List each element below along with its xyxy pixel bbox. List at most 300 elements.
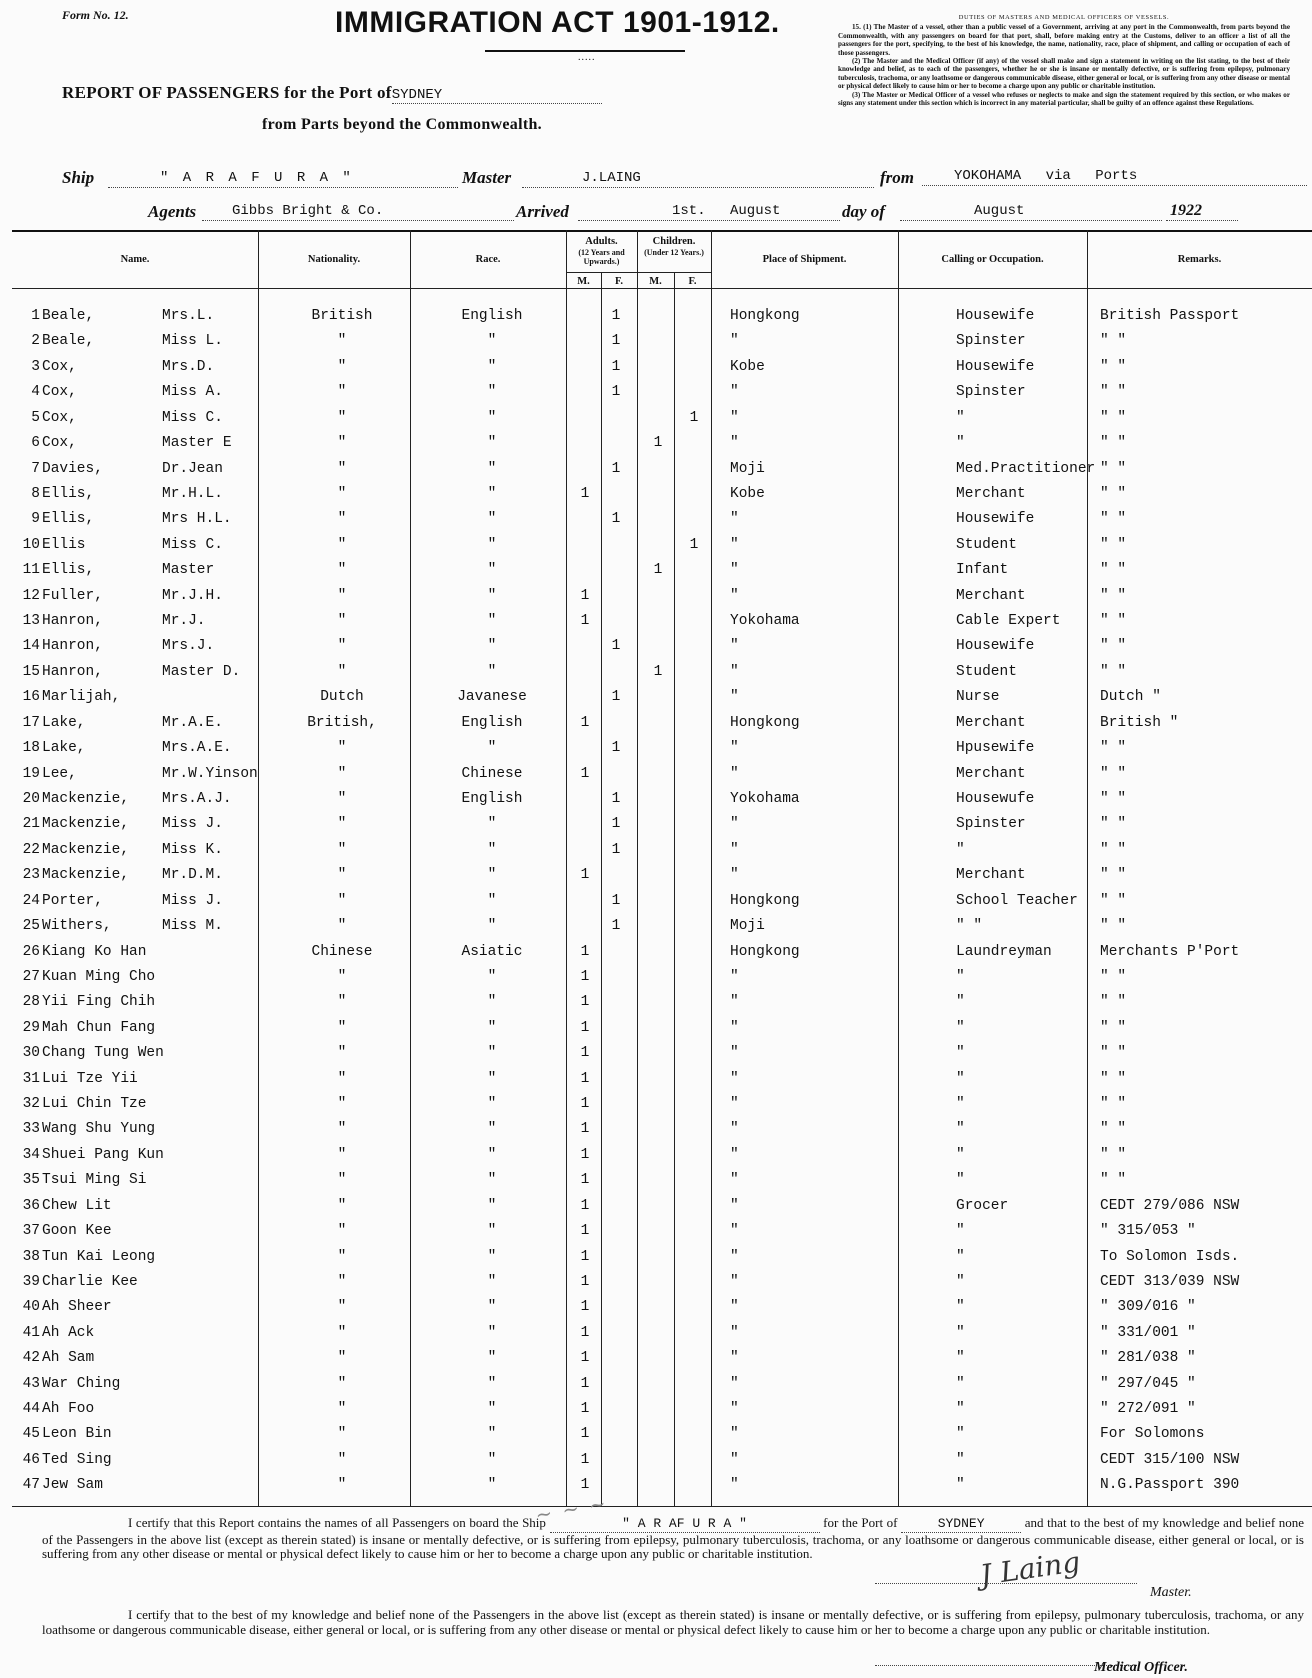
passenger-occupation: Housewife bbox=[956, 638, 1035, 655]
passenger-race: " bbox=[487, 638, 497, 655]
master-label: Master bbox=[462, 168, 512, 187]
place-of-shipment: " bbox=[730, 562, 739, 579]
passenger-occupation: Hpusewife bbox=[956, 740, 1035, 757]
passenger-nationality: " bbox=[337, 435, 347, 452]
passenger-nationality: Chinese bbox=[311, 943, 373, 960]
master-cert-port: SYDNEY bbox=[901, 1517, 1021, 1533]
passenger-given-name: Miss K. bbox=[162, 841, 223, 858]
master-cert-text-a: I certify that this Report contains the names of all Passengers on board the Ship bbox=[128, 1515, 546, 1530]
passenger-remarks: " 281/038 " bbox=[1100, 1350, 1196, 1367]
table-row bbox=[0, 1348, 1312, 1373]
passenger-occupation: Spinster bbox=[956, 816, 1026, 833]
passenger-surname: Hanron, bbox=[42, 663, 103, 680]
place-of-shipment: " bbox=[730, 841, 739, 858]
master-certificate bbox=[42, 1516, 1304, 1562]
passenger-occupation: " bbox=[956, 1426, 965, 1443]
place-of-shipment: " bbox=[730, 1273, 739, 1290]
passenger-occupation: " bbox=[956, 1045, 965, 1062]
passenger-race: " bbox=[487, 1477, 497, 1494]
passenger-occupation: " bbox=[956, 1070, 965, 1087]
passenger-remarks: " " bbox=[1100, 384, 1127, 401]
duties-heading: DUTIES OF MASTERS AND MEDICAL OFFICERS OF VESSELS. bbox=[958, 14, 1170, 21]
table-row bbox=[0, 509, 1312, 534]
table-row bbox=[0, 331, 1312, 356]
adult-male-count: 1 bbox=[580, 867, 590, 884]
passenger-remarks: " " bbox=[1100, 536, 1127, 553]
adult-male-count: 1 bbox=[580, 1324, 590, 1341]
passenger-race: " bbox=[487, 587, 497, 604]
table-row bbox=[0, 1399, 1312, 1424]
passenger-surname: War Ching bbox=[42, 1375, 121, 1392]
passenger-remarks: British " bbox=[1100, 714, 1179, 731]
row-number: 1 bbox=[31, 308, 40, 324]
place-of-shipment: " bbox=[730, 1019, 739, 1036]
passenger-surname: Mackenzie, bbox=[42, 841, 130, 858]
passenger-given-name: Mr.J.H. bbox=[162, 587, 223, 604]
agents-value: Gibbs Bright & Co. bbox=[202, 203, 514, 221]
passenger-surname: Jew Sam bbox=[42, 1477, 103, 1494]
adult-male-count: 1 bbox=[580, 587, 590, 604]
adult-male-count: 1 bbox=[580, 1426, 590, 1443]
passenger-given-name: Mrs.A.J. bbox=[162, 790, 232, 807]
passenger-race: " bbox=[487, 333, 497, 350]
passenger-race: " bbox=[487, 1273, 497, 1290]
passenger-occupation: Nurse bbox=[956, 689, 1000, 706]
passenger-surname: Ah Sam bbox=[42, 1350, 95, 1367]
table-row bbox=[0, 636, 1312, 661]
place-of-shipment: " bbox=[730, 994, 739, 1011]
passenger-surname: Kiang Ko Han bbox=[42, 943, 147, 960]
passenger-surname: Shuei Pang Kun bbox=[42, 1146, 164, 1163]
passenger-given-name: Mr.A.E. bbox=[162, 714, 223, 731]
row-number: 7 bbox=[31, 460, 40, 477]
passenger-surname: Withers, bbox=[42, 918, 112, 935]
adult-male-count: 1 bbox=[580, 1350, 590, 1367]
column-name: Name. bbox=[120, 254, 150, 265]
medical-officer-label: Medical Officer. bbox=[1094, 1660, 1188, 1675]
passenger-race: " bbox=[487, 867, 497, 884]
place-of-shipment: " bbox=[730, 435, 739, 452]
passenger-given-name: Mrs.A.E. bbox=[162, 740, 232, 757]
table-row bbox=[0, 840, 1312, 865]
report-title bbox=[62, 83, 602, 104]
passenger-race: " bbox=[487, 740, 497, 757]
passenger-remarks: " " bbox=[1100, 816, 1127, 833]
adult-female-count: 1 bbox=[611, 358, 621, 375]
passenger-race: " bbox=[487, 1223, 497, 1240]
place-of-shipment: " bbox=[730, 816, 739, 833]
place-of-shipment: " bbox=[730, 587, 739, 604]
passenger-occupation: " bbox=[956, 1146, 965, 1163]
passenger-nationality: British, bbox=[307, 714, 377, 731]
place-of-shipment: " bbox=[730, 638, 739, 655]
place-of-shipment: " bbox=[730, 1401, 739, 1418]
row-number: 27 bbox=[22, 968, 40, 985]
passenger-given-name: Master D. bbox=[162, 663, 241, 680]
passenger-remarks: " " bbox=[1100, 1146, 1127, 1163]
passenger-occupation: Housewife bbox=[956, 358, 1035, 375]
place-of-shipment: " bbox=[730, 536, 739, 553]
passenger-nationality: " bbox=[337, 511, 347, 528]
place-of-shipment: Kobe bbox=[730, 358, 765, 375]
passenger-remarks: " " bbox=[1100, 511, 1127, 528]
passenger-occupation: " bbox=[956, 1451, 965, 1468]
passenger-nationality: " bbox=[337, 765, 347, 782]
passenger-given-name: Miss C. bbox=[162, 536, 223, 553]
form-number: Form No. 12. bbox=[62, 8, 129, 22]
passenger-surname: Lui Chin Tze bbox=[42, 1096, 147, 1113]
passenger-remarks: " " bbox=[1100, 613, 1127, 630]
place-of-shipment: Hongkong bbox=[730, 892, 800, 909]
row-number: 42 bbox=[22, 1350, 40, 1367]
passenger-nationality: " bbox=[337, 1172, 347, 1189]
table-row bbox=[0, 611, 1312, 636]
passenger-remarks: " " bbox=[1100, 740, 1127, 757]
from-label: from bbox=[880, 168, 914, 187]
place-of-shipment: " bbox=[730, 1324, 739, 1341]
passenger-nationality: " bbox=[337, 790, 347, 807]
passenger-occupation: " bbox=[956, 435, 965, 452]
passenger-nationality: " bbox=[337, 460, 347, 477]
passenger-occupation: " bbox=[956, 1121, 965, 1138]
place-of-shipment: " bbox=[730, 1299, 739, 1316]
passenger-remarks: " " bbox=[1100, 409, 1127, 426]
row-number: 13 bbox=[22, 613, 40, 630]
adult-male-count: 1 bbox=[580, 1121, 590, 1138]
passenger-occupation: Merchant bbox=[956, 587, 1026, 604]
passenger-race: English bbox=[461, 790, 523, 807]
passenger-nationality: British bbox=[311, 308, 373, 324]
place-of-shipment: Kobe bbox=[730, 485, 765, 502]
table-row bbox=[0, 484, 1312, 509]
passenger-surname: Tun Kai Leong bbox=[42, 1248, 156, 1265]
column-nationality: Nationality. bbox=[307, 254, 361, 265]
passenger-surname: Lui Tze Yii bbox=[42, 1070, 138, 1087]
passenger-occupation: " bbox=[956, 1350, 965, 1367]
passenger-nationality: " bbox=[337, 1223, 347, 1240]
row-number: 14 bbox=[22, 638, 40, 655]
passenger-remarks: CEDT 315/100 NSW bbox=[1100, 1451, 1240, 1468]
row-number: 46 bbox=[22, 1451, 40, 1468]
passenger-nationality: " bbox=[337, 333, 347, 350]
passenger-surname: Wang Shu Yung bbox=[42, 1121, 156, 1138]
place-of-shipment: " bbox=[730, 384, 739, 401]
adult-male-count: 1 bbox=[580, 1273, 590, 1290]
adult-male-count: 1 bbox=[580, 1451, 590, 1468]
adult-male-count: 1 bbox=[580, 613, 590, 630]
passenger-nationality: " bbox=[337, 638, 347, 655]
master-signature-line bbox=[875, 1583, 1137, 1584]
row-number: 10 bbox=[22, 536, 40, 553]
place-of-shipment: " bbox=[730, 689, 739, 706]
passenger-remarks: " " bbox=[1100, 587, 1127, 604]
row-number: 6 bbox=[31, 435, 40, 452]
row-number: 38 bbox=[22, 1248, 40, 1265]
row-number: 36 bbox=[22, 1197, 40, 1214]
table-row bbox=[0, 713, 1312, 738]
row-number: 16 bbox=[22, 689, 40, 706]
column-adults: Adults. bbox=[585, 236, 618, 247]
passenger-surname: Lee, bbox=[42, 765, 77, 782]
table-bottom-rule bbox=[12, 1506, 1312, 1507]
adult-female-count: 1 bbox=[611, 892, 621, 909]
passenger-given-name: Miss J. bbox=[162, 816, 223, 833]
passenger-remarks: " " bbox=[1100, 485, 1127, 502]
table-row bbox=[0, 1043, 1312, 1068]
passenger-surname: Chang Tung Wen bbox=[42, 1045, 164, 1062]
passenger-nationality: " bbox=[337, 1273, 347, 1290]
medical-certificate bbox=[42, 1608, 1304, 1637]
passenger-occupation: " bbox=[956, 1273, 965, 1290]
passenger-occupation: " bbox=[956, 1248, 965, 1265]
table-row bbox=[0, 662, 1312, 687]
row-number: 17 bbox=[22, 714, 40, 731]
passenger-remarks: " 297/045 " bbox=[1100, 1375, 1196, 1392]
passenger-remarks: " " bbox=[1100, 765, 1127, 782]
table-row bbox=[0, 1196, 1312, 1221]
place-of-shipment: Moji bbox=[730, 918, 765, 935]
table-row bbox=[0, 1069, 1312, 1094]
passenger-race: " bbox=[487, 1045, 497, 1062]
passenger-race: " bbox=[487, 1299, 497, 1316]
header-bottom-rule bbox=[12, 288, 1312, 289]
master-value: J.LAING bbox=[522, 170, 874, 188]
column-remarks: Remarks. bbox=[1177, 254, 1222, 265]
passenger-given-name: Master bbox=[162, 562, 215, 579]
passenger-occupation: " bbox=[956, 968, 965, 985]
passenger-race: " bbox=[487, 968, 497, 985]
passenger-surname: Lake, bbox=[42, 740, 86, 757]
passenger-race: " bbox=[487, 409, 497, 426]
passenger-remarks: " " bbox=[1100, 562, 1127, 579]
passenger-nationality: " bbox=[337, 1451, 347, 1468]
passenger-surname: Yii Fing Chih bbox=[42, 994, 156, 1011]
act-title: IMMIGRATION ACT 1901-1912. bbox=[335, 6, 780, 39]
adult-male-count: 1 bbox=[580, 1223, 590, 1240]
row-number: 29 bbox=[22, 1019, 40, 1036]
table-row bbox=[0, 382, 1312, 407]
passenger-race: " bbox=[487, 358, 497, 375]
passenger-nationality: " bbox=[337, 536, 347, 553]
passenger-race: Asiatic bbox=[461, 943, 523, 960]
year-value: 1922 bbox=[1166, 203, 1238, 221]
place-of-shipment: " bbox=[730, 1121, 739, 1138]
passenger-nationality: " bbox=[337, 892, 347, 909]
column-adults-f: F. bbox=[614, 276, 624, 287]
passenger-race: English bbox=[461, 714, 523, 731]
passenger-surname: Ah Foo bbox=[42, 1401, 95, 1418]
adult-male-count: 1 bbox=[580, 1477, 590, 1494]
passenger-given-name: Miss C. bbox=[162, 409, 223, 426]
passenger-remarks: " " bbox=[1100, 867, 1127, 884]
row-number: 24 bbox=[22, 892, 40, 909]
passenger-surname: Hanron, bbox=[42, 613, 103, 630]
table-row bbox=[0, 687, 1312, 712]
passenger-remarks: " " bbox=[1100, 790, 1127, 807]
adult-male-count: 1 bbox=[580, 1197, 590, 1214]
adult-male-count: 1 bbox=[580, 1146, 590, 1163]
adult-male-count: 1 bbox=[580, 1401, 590, 1418]
place-of-shipment: " bbox=[730, 740, 739, 757]
passenger-race: " bbox=[487, 1451, 497, 1468]
adult-male-count: 1 bbox=[580, 943, 590, 960]
passenger-nationality: " bbox=[337, 562, 347, 579]
passenger-occupation: Housewife bbox=[956, 511, 1035, 528]
passenger-nationality: " bbox=[337, 485, 347, 502]
passenger-nationality: " bbox=[337, 587, 347, 604]
passenger-surname: Lake, bbox=[42, 714, 86, 731]
row-number: 32 bbox=[22, 1096, 40, 1113]
passenger-surname: Ted Sing bbox=[42, 1451, 112, 1468]
passenger-given-name: Mrs.J. bbox=[162, 638, 215, 655]
passenger-nationality: " bbox=[337, 1324, 347, 1341]
place-of-shipment: " bbox=[730, 968, 739, 985]
passenger-occupation: " bbox=[956, 1172, 965, 1189]
passenger-race: " bbox=[487, 1096, 497, 1113]
row-number: 19 bbox=[22, 765, 40, 782]
passenger-race: " bbox=[487, 536, 497, 553]
passenger-occupation: " bbox=[956, 841, 965, 858]
passenger-nationality: " bbox=[337, 841, 347, 858]
table-row bbox=[0, 764, 1312, 789]
passenger-remarks: " " bbox=[1100, 841, 1127, 858]
adult-male-count: 1 bbox=[580, 1248, 590, 1265]
table-row bbox=[0, 459, 1312, 484]
passenger-occupation: Housewufe bbox=[956, 790, 1035, 807]
row-number: 41 bbox=[22, 1324, 40, 1341]
place-of-shipment: Yokohama bbox=[730, 790, 800, 807]
table-row bbox=[0, 1272, 1312, 1297]
passenger-race: Chinese bbox=[461, 765, 523, 782]
arrived-label: Arrived bbox=[516, 202, 569, 221]
passenger-race: " bbox=[487, 613, 497, 630]
place-of-shipment: Hongkong bbox=[730, 308, 800, 324]
child-female-count: 1 bbox=[689, 536, 699, 553]
row-number: 20 bbox=[22, 790, 40, 807]
passenger-remarks: " " bbox=[1100, 435, 1127, 452]
table-row bbox=[0, 916, 1312, 941]
title-dots: ..... bbox=[578, 52, 596, 63]
passenger-surname: Charlie Kee bbox=[42, 1273, 138, 1290]
place-of-shipment: " bbox=[730, 1248, 739, 1265]
passenger-nationality: " bbox=[337, 918, 347, 935]
row-number: 35 bbox=[22, 1172, 40, 1189]
row-number: 45 bbox=[22, 1426, 40, 1443]
ship-value: " A R A F U R A " bbox=[108, 170, 458, 188]
passenger-race: " bbox=[487, 841, 497, 858]
passenger-occupation: " " bbox=[956, 918, 983, 935]
adult-male-count: 1 bbox=[580, 1299, 590, 1316]
place-of-shipment: " bbox=[730, 409, 739, 426]
table-row bbox=[0, 789, 1312, 814]
row-number: 31 bbox=[22, 1070, 40, 1087]
duties-paragraph-3: (3) The Master or Medical Officer of a vessel who refuses or neglects to make and sign the statement required by this section, or who makes or signs any statement under this section which is incorrect in any material particular, shall be guilty of an offence against these Regulations. bbox=[838, 90, 1290, 108]
passenger-occupation: Merchant bbox=[956, 765, 1026, 782]
row-number: 28 bbox=[22, 994, 40, 1011]
passenger-surname: Ellis, bbox=[42, 485, 95, 502]
place-of-shipment: Hongkong bbox=[730, 943, 800, 960]
adult-male-count: 1 bbox=[580, 1019, 590, 1036]
table-row bbox=[0, 1145, 1312, 1170]
row-number: 43 bbox=[22, 1375, 40, 1392]
passenger-nationality: " bbox=[337, 358, 347, 375]
table-row bbox=[0, 967, 1312, 992]
passenger-remarks: " " bbox=[1100, 1121, 1127, 1138]
passenger-remarks: N.G.Passport 390 bbox=[1100, 1477, 1240, 1494]
passenger-remarks: " " bbox=[1100, 333, 1127, 350]
passenger-occupation: Student bbox=[956, 536, 1017, 553]
column-occupation: Calling or Occupation. bbox=[941, 254, 1044, 265]
passenger-surname: Ellis bbox=[42, 536, 86, 553]
place-of-shipment: " bbox=[730, 867, 739, 884]
passenger-surname: Goon Kee bbox=[42, 1223, 112, 1240]
adult-female-count: 1 bbox=[611, 333, 621, 350]
adult-male-count: 1 bbox=[580, 485, 590, 502]
medical-cert-text: I certify that to the best of my knowledge and belief none of the Passengers in the above list (except as therein stated) is insane or mentally defective, or is suffering from epilepsy, pulmonary tuberculosis, trachoma, or any loathsome or dangerous communicable disease, either general or local, or is suffering from any other disease or mental or physical defect likely to cause him or her to become a charge upon any public or charitable institution. bbox=[42, 1607, 1304, 1637]
passenger-given-name: Mrs H.L. bbox=[162, 511, 232, 528]
passenger-race: Javanese bbox=[457, 689, 527, 706]
row-number: 9 bbox=[31, 511, 40, 528]
row-number: 37 bbox=[22, 1223, 40, 1240]
passenger-occupation: " bbox=[956, 1223, 965, 1240]
passenger-occupation: " bbox=[956, 409, 965, 426]
passenger-surname: Ellis, bbox=[42, 562, 95, 579]
passenger-occupation: " bbox=[956, 994, 965, 1011]
passenger-surname: Beale, bbox=[42, 333, 95, 350]
table-top-rule bbox=[12, 230, 1312, 232]
passenger-given-name: Mrs.L. bbox=[162, 308, 215, 324]
passenger-occupation: Med.Practitioner bbox=[956, 460, 1096, 477]
place-of-shipment: " bbox=[730, 1070, 739, 1087]
passenger-race: " bbox=[487, 562, 497, 579]
passenger-race: " bbox=[487, 1070, 497, 1087]
passenger-nationality: " bbox=[337, 1146, 347, 1163]
master-label-bottom: Master. bbox=[1150, 1585, 1192, 1600]
passenger-occupation: Housewife bbox=[956, 308, 1035, 324]
passenger-remarks: " 272/091 " bbox=[1100, 1401, 1196, 1418]
passenger-remarks: " " bbox=[1100, 1172, 1127, 1189]
passenger-surname: Cox, bbox=[42, 435, 77, 452]
table-row bbox=[0, 1247, 1312, 1272]
passenger-race: " bbox=[487, 1019, 497, 1036]
master-cert-ship: " A R AF U R A " bbox=[550, 1517, 820, 1533]
passenger-nationality: " bbox=[337, 1070, 347, 1087]
passenger-surname: Mackenzie, bbox=[42, 790, 130, 807]
table-row bbox=[0, 1094, 1312, 1119]
passenger-nationality: " bbox=[337, 1375, 347, 1392]
report-port: SYDNEY bbox=[392, 87, 602, 104]
passenger-surname: Chew Lit bbox=[42, 1197, 112, 1214]
passenger-nationality: " bbox=[337, 1096, 347, 1113]
place-of-shipment: " bbox=[730, 1426, 739, 1443]
row-number: 34 bbox=[22, 1146, 40, 1163]
child-male-count: 1 bbox=[653, 562, 663, 579]
place-of-shipment: " bbox=[730, 1096, 739, 1113]
duties-paragraph-2: (2) The Master and the Medical Officer (if any) of the vessel shall make and sign a statement in writing on the list stating, to the best of their knowledge and belief, as to each of the passengers, whether he or she is insane or mentally defective, or is suffering from epilepsy, pulmonary tuberculosis, trachoma, or any loathsome or dangerous communicable disease, either general or local, or is suffering from any other disease or mental or physical defect likely to cause him or her to become a charge upon any public or charitable institution. bbox=[838, 57, 1290, 91]
passenger-nationality: " bbox=[337, 1350, 347, 1367]
column-shipment: Place of Shipment. bbox=[762, 254, 847, 265]
passenger-remarks: " " bbox=[1100, 918, 1127, 935]
passenger-nationality: " bbox=[337, 1299, 347, 1316]
passenger-occupation: Merchant bbox=[956, 714, 1026, 731]
table-row bbox=[0, 433, 1312, 458]
passenger-nationality: " bbox=[337, 1045, 347, 1062]
passenger-race: " bbox=[487, 1426, 497, 1443]
table-row bbox=[0, 992, 1312, 1017]
adult-male-count: 1 bbox=[580, 1045, 590, 1062]
adult-male-count: 1 bbox=[580, 968, 590, 985]
adult-female-count: 1 bbox=[611, 689, 621, 706]
